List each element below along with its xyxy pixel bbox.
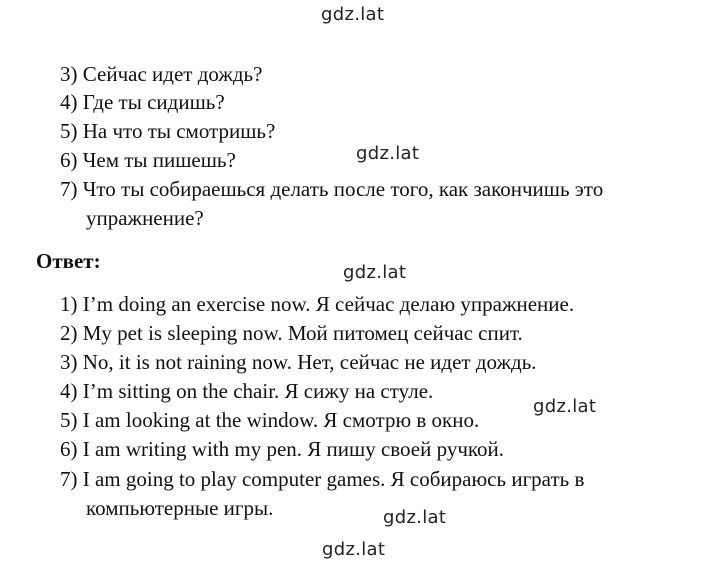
answer-1: 1) I’m doing an exercise now. Я сейчас делаю упражнение.: [60, 292, 575, 316]
answer-2: 2) My pet is sleeping now. Мой питомец сейчас спит.: [60, 321, 523, 345]
watermark: gdz.lat: [343, 262, 407, 283]
watermark: gdz.lat: [533, 396, 597, 417]
question-4: 4) Где ты сидишь?: [60, 90, 225, 114]
answer-3: 3) No, it is not raining now. Нет, сейчас не идет дождь.: [60, 350, 537, 374]
answer-6: 6) I am writing with my pen. Я пишу своей ручкой.: [60, 437, 505, 461]
question-3: 3) Сейчас идет дождь?: [60, 62, 263, 86]
answer-heading: Ответ:: [36, 249, 101, 273]
answer-5: 5) I am looking at the window. Я смотрю в окно.: [60, 408, 480, 432]
answer-7-continuation: компьютерные игры.: [86, 496, 274, 520]
watermark: gdz.lat: [356, 143, 420, 164]
watermark: gdz.lat: [383, 507, 447, 528]
answer-7: 7) I am going to play computer games. Я собираюсь играть в: [60, 467, 585, 491]
question-7: 7) Что ты собираешься делать после того, как закончишь это: [60, 177, 604, 201]
question-5: 5) На что ты смотришь?: [60, 119, 276, 143]
watermark-top: gdz.lat: [321, 4, 385, 25]
answer-4: 4) I’m sitting on the chair. Я сижу на стуле.: [60, 379, 434, 403]
watermark-bottom: gdz.lat: [322, 539, 386, 560]
question-7-continuation: упражнение?: [86, 206, 204, 230]
question-6: 6) Чем ты пишешь?: [60, 148, 236, 172]
